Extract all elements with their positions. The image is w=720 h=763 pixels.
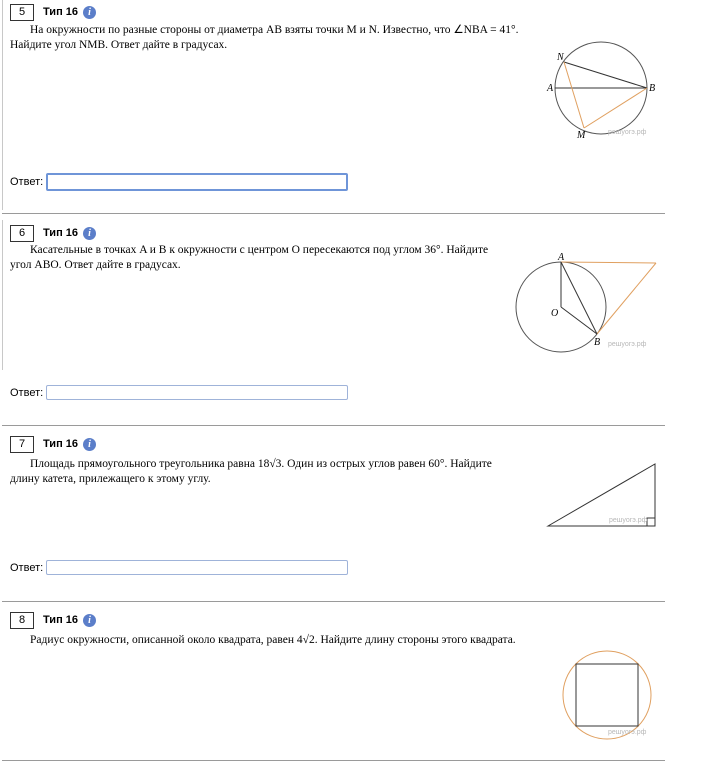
answer-label: Ответ: — [10, 562, 44, 574]
left-border — [2, 220, 3, 370]
figure-inscribed-square — [558, 650, 658, 740]
separator — [2, 425, 665, 426]
task-text-line: Касательные в точках A и B к окружности с центром O пересекаются под углом 36°. Найдите — [30, 244, 489, 256]
point-label-o: O — [551, 308, 559, 319]
figure-right-triangle — [545, 460, 660, 530]
watermark: решуогэ.рф — [609, 517, 648, 524]
watermark: решуогэ.рф — [608, 729, 647, 736]
task-text-line: На окружности по разные стороны от диаметра AB взяты точки M и N. Известно, что ∠NBA = 41°. — [30, 24, 519, 36]
left-border — [2, 0, 3, 210]
info-icon[interactable]: i — [83, 614, 96, 627]
task-header — [10, 3, 96, 21]
watermark: решуогэ.рф — [608, 129, 647, 136]
figure-tangents — [510, 250, 660, 355]
task-text — [10, 243, 538, 273]
task-text-line: угол ABO. Ответ дайте в градусах. — [10, 259, 181, 271]
point-label-b: B — [594, 337, 601, 348]
task-header — [10, 611, 96, 629]
point-label-a: A — [547, 83, 554, 94]
task-text-line: Площадь прямоугольного треугольника равна 18√3. Один из острых углов равен 60°. Найдите — [30, 458, 492, 470]
answer-label: Ответ: — [10, 176, 44, 188]
task-text — [10, 23, 538, 53]
task-type: Тип 16 — [43, 227, 78, 239]
answer-field[interactable] — [46, 173, 348, 191]
task-number: 7 — [10, 436, 34, 453]
task-type: Тип 16 — [43, 438, 78, 450]
task-header — [10, 435, 96, 453]
answer-field[interactable] — [46, 385, 348, 400]
task-number: 6 — [10, 225, 34, 242]
separator — [2, 760, 665, 761]
task-number: 8 — [10, 612, 34, 629]
point-label-n: N — [557, 52, 564, 63]
task-text — [10, 457, 538, 487]
info-icon[interactable]: i — [83, 438, 96, 451]
task-text-line: Радиус окружности, описанной около квадрата, равен 4√2. Найдите длину стороны этого квадрата. — [30, 634, 516, 646]
task-type: Тип 16 — [43, 614, 78, 626]
watermark: решуогэ.рф — [608, 341, 647, 348]
answer-label: Ответ: — [10, 387, 44, 399]
point-label-a: A — [558, 252, 565, 263]
figure-circle-diameter — [540, 40, 660, 145]
point-label-b: B — [649, 83, 656, 94]
separator — [2, 213, 665, 214]
separator — [2, 601, 665, 602]
answer-field[interactable] — [46, 560, 348, 575]
task-number: 5 — [10, 4, 34, 21]
point-label-m: M — [577, 130, 586, 141]
task-text — [10, 633, 570, 648]
info-icon[interactable]: i — [83, 227, 96, 240]
task-text-line: длину катета, прилежащего к этому углу. — [10, 473, 211, 485]
info-icon[interactable]: i — [83, 6, 96, 19]
task-text-line: Найдите угол NMB. Ответ дайте в градусах. — [10, 39, 228, 51]
task-type: Тип 16 — [43, 6, 78, 18]
task-header — [10, 224, 96, 242]
